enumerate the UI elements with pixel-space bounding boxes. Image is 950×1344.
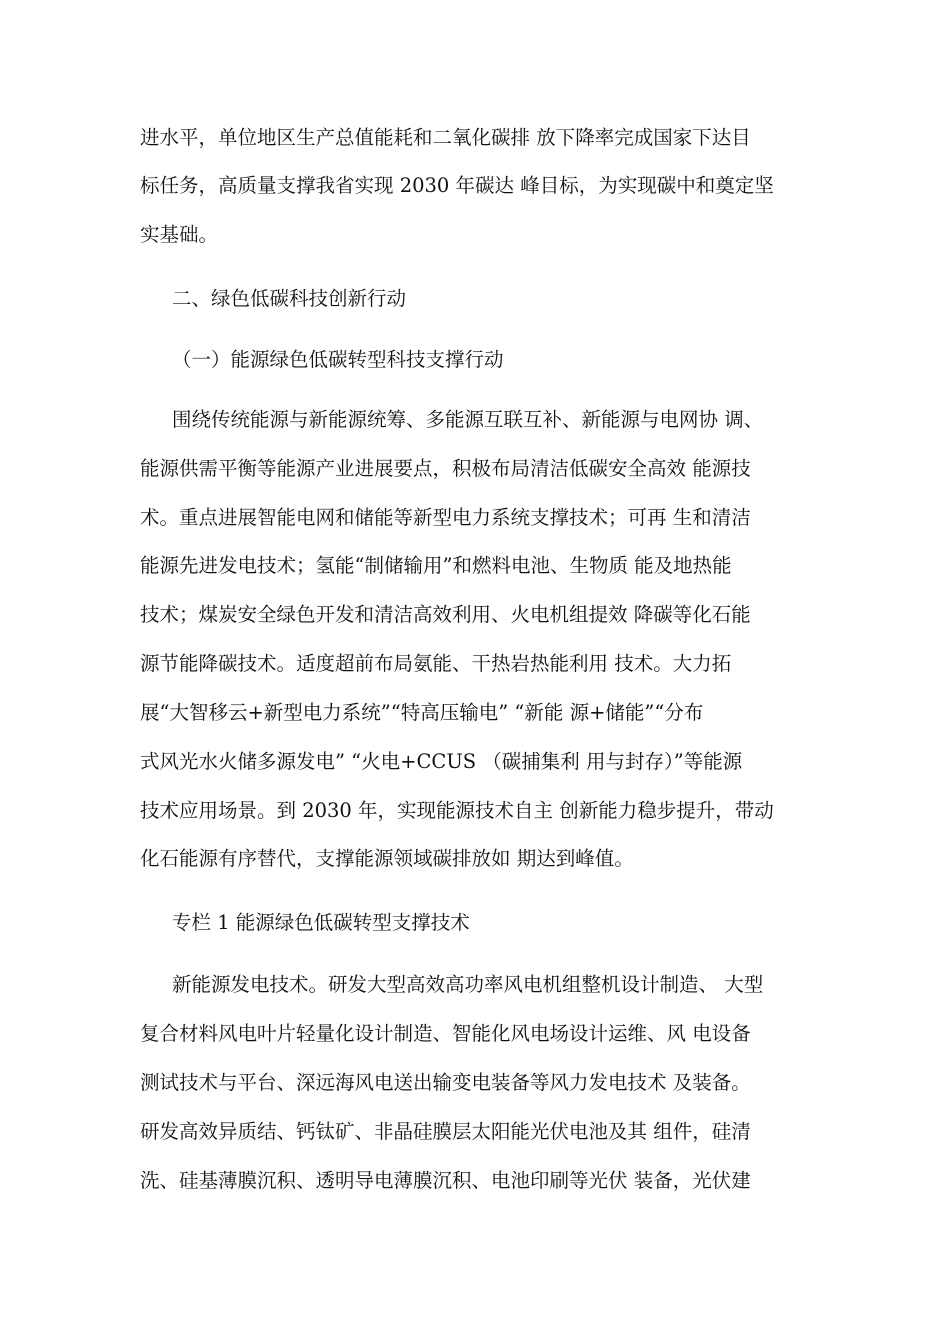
paragraph-line: 进水平，单位地区生产总值能耗和二氧化碳排 放下降率完成国家下达目: [140, 126, 751, 149]
paragraph-line: 洗、硅基薄膜沉积、透明导电薄膜沉积、电池印刷等光伏 装备，光伏建: [140, 1169, 751, 1192]
paragraph-line: 展“大智移云+新型电力系统”“特高压输电” “新能 源+储能”“分布: [140, 701, 704, 724]
paragraph-line: 新能源发电技术。研发大型高效高功率风电机组整机设计制造、 大型: [172, 973, 764, 996]
paragraph-line: 能源供需平衡等能源产业进展要点，积极布局清洁低碳安全高效 能源技: [140, 457, 751, 480]
paragraph-line: 源节能降碳技术。适度超前布局氨能、干热岩热能利用 技术。大力拓: [140, 652, 732, 675]
section-heading: 二、绿色低碳科技创新行动: [172, 287, 407, 310]
column-title: 专栏 1 能源绿色低碳转型支撑技术: [172, 911, 470, 934]
paragraph-line: 式风光水火储多源发电” “火电+CCUS （碳捕集利 用与封存）”等能源: [140, 750, 743, 773]
paragraph-line: 复合材料风电叶片轻量化设计制造、智能化风电场设计运维、风 电设备: [140, 1022, 751, 1045]
paragraph-line: 标任务，高质量支撑我省实现 2030 年碳达 峰目标，为实现碳中和奠定坚: [140, 174, 774, 197]
paragraph-line: 术。重点进展智能电网和储能等新型电力系统支撑技术；可再 生和清洁: [140, 506, 751, 529]
paragraph-line: 实基础。: [140, 223, 219, 246]
paragraph-line: 围绕传统能源与新能源统筹、多能源互联互补、新能源与电网协 调、: [172, 408, 764, 431]
paragraph-line: 研发高效异质结、钙钛矿、非晶硅膜层太阳能光伏电池及其 组件，硅清: [140, 1120, 751, 1143]
paragraph-line: 化石能源有序替代，支撑能源领域碳排放如 期达到峰值。: [140, 847, 634, 870]
subsection-heading: （一）能源绿色低碳转型科技支撑行动: [172, 348, 504, 371]
paragraph-line: 能源先进发电技术；氢能“制储输用”和燃料电池、生物质 能及地热能: [140, 554, 732, 577]
paragraph-line: 技术应用场景。到 2030 年，实现能源技术自主 创新能力稳步提升，带动: [140, 799, 774, 822]
paragraph-line: 技术；煤炭安全绿色开发和清洁高效利用、火电机组提效 降碳等化石能: [140, 603, 751, 626]
paragraph-line: 测试技术与平台、深远海风电送出输变电装备等风力发电技术 及装备。: [140, 1071, 751, 1094]
